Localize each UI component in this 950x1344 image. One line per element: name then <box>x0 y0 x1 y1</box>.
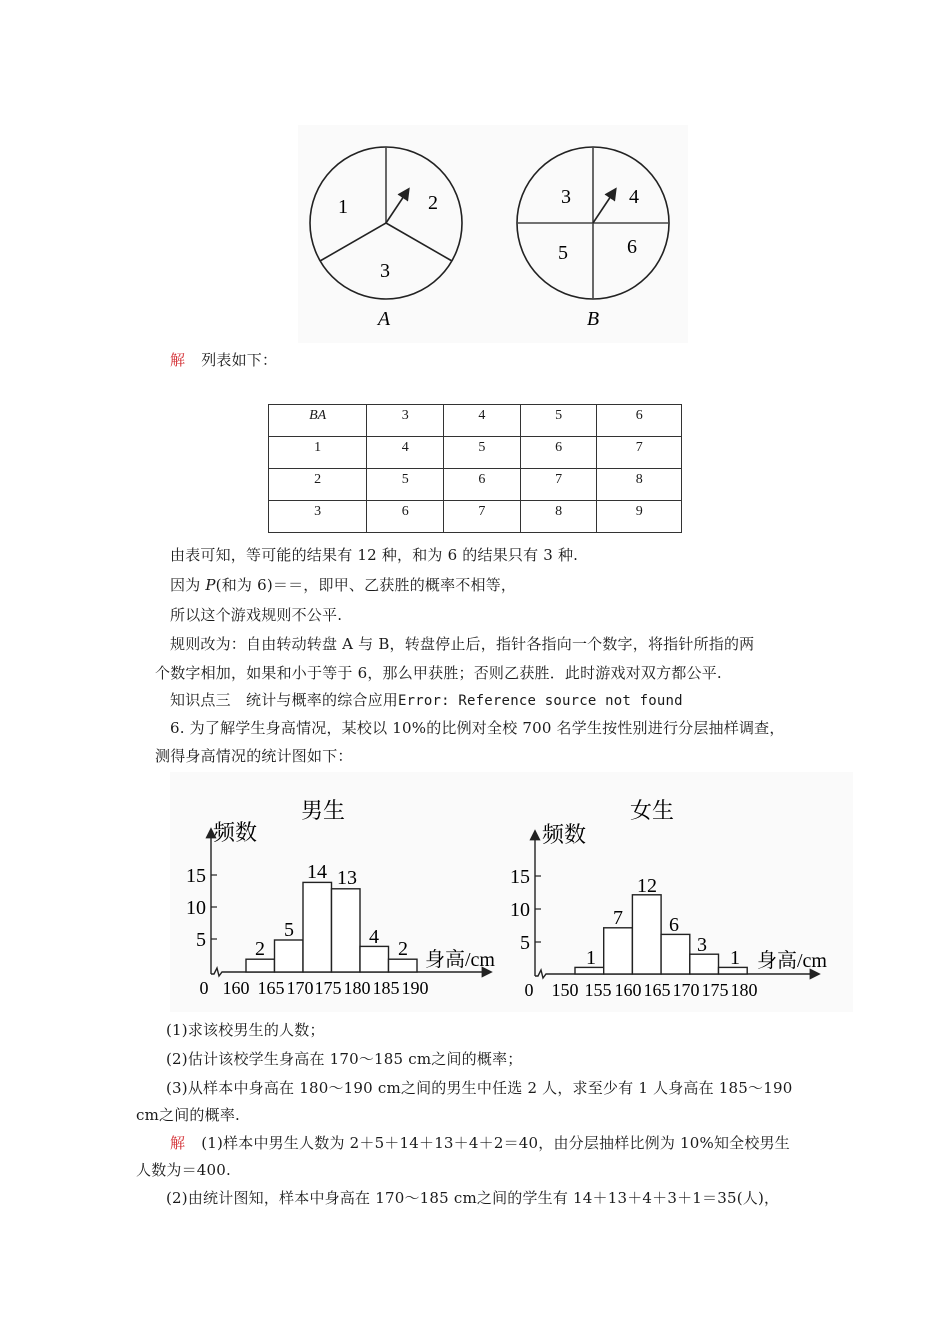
sub-question-1: (1)求该校男生的人数； <box>166 1021 325 1039</box>
y-tick: 5 <box>520 932 530 954</box>
table-cell: 6 <box>367 501 444 533</box>
x-tick: 0 <box>524 980 534 1000</box>
solution-marker: 解 <box>170 351 186 369</box>
x-axis-label: 身高/cm <box>757 950 827 972</box>
table-cell: 9 <box>597 501 682 533</box>
table-row <box>269 501 682 533</box>
spinner-label: B <box>586 308 600 330</box>
x-tick: 165 <box>643 980 671 1000</box>
pointer-arrow-icon <box>386 190 408 223</box>
x-tick: 165 <box>257 978 285 998</box>
text: (和为 6)＝＝，即甲、乙获胜的概率不相等， <box>215 576 517 594</box>
bar-value-label: 5 <box>284 919 294 941</box>
y-tick: 15 <box>186 865 206 887</box>
bar <box>332 889 361 972</box>
x-tick: 160 <box>222 978 250 998</box>
paragraph: 所以这个游戏规则不公平. <box>170 606 343 624</box>
paragraph: 个数字相加，如果和小于等于 6，那么甲获胜；否则乙获胜．此时游戏对双方都公平. <box>155 664 722 682</box>
chart-title: 男生 <box>300 798 346 823</box>
sector-label: 4 <box>629 186 639 208</box>
sub-question-3-continued: cm之间的概率. <box>136 1106 240 1124</box>
pointer-arrow-icon <box>593 190 615 223</box>
section-heading <box>170 690 683 711</box>
boys-histogram <box>170 772 510 1012</box>
sector-label: 1 <box>338 196 348 218</box>
table-cell: 1 <box>269 437 367 469</box>
bar-value-label: 1 <box>730 947 740 969</box>
spinner-figure <box>298 125 688 343</box>
sector-label: 5 <box>558 242 568 264</box>
bar-value-label: 12 <box>637 875 657 897</box>
table-cell: 4 <box>367 437 444 469</box>
solution-intro <box>170 350 277 370</box>
paragraph: 由表可知，等可能的结果有 12 种，和为 6 的结果只有 3 种. <box>170 546 579 564</box>
x-tick: 185 <box>372 978 400 998</box>
y-axis-label: 频数 <box>213 820 258 845</box>
table-header-row <box>269 405 682 437</box>
text: 因为 <box>170 576 206 594</box>
sum-table <box>268 404 682 533</box>
table-cell: 6 <box>444 469 521 501</box>
y-tick: 15 <box>510 866 530 888</box>
y-axis-label: 频数 <box>542 822 587 847</box>
bar-value-label: 2 <box>398 938 408 960</box>
x-tick: 180 <box>730 980 758 1000</box>
table-cell: 6 <box>597 405 682 437</box>
bars <box>246 882 417 972</box>
table-cell: 2 <box>269 469 367 501</box>
table-row <box>269 469 682 501</box>
sector-label: 3 <box>561 186 571 208</box>
spinner-a <box>310 147 462 330</box>
bar <box>246 959 275 972</box>
solution-text: (1)样本中男生人数为 2＋5＋14＋13＋4＋2＝40，由分层抽样比例为 10%知全校男生 <box>201 1134 790 1152</box>
y-tick: 10 <box>186 897 206 919</box>
sector-label: 6 <box>627 236 637 258</box>
sector-label: 2 <box>428 192 438 214</box>
table-cell: 7 <box>520 469 597 501</box>
bar <box>632 895 661 974</box>
sector-label: 3 <box>380 260 390 282</box>
table-row <box>269 437 682 469</box>
bars <box>575 895 747 974</box>
section-title: 知识点三 统计与概率的综合应用 <box>170 691 399 709</box>
x-tick: 180 <box>343 978 371 998</box>
bar-value-label: 1 <box>586 947 596 969</box>
bar-value-label: 4 <box>369 926 379 948</box>
table-cell: 3 <box>269 501 367 533</box>
table-cell: 6 <box>520 437 597 469</box>
question-6-continued: 测得身高情况的统计图如下： <box>155 747 353 765</box>
table-cell: BA <box>269 405 367 437</box>
table-cell: 8 <box>597 469 682 501</box>
solution-part-1 <box>170 1133 790 1153</box>
paragraph: 规则改为：自由转动转盘 A 与 B，转盘停止后，指针各指向一个数字，将指针所指的两 <box>170 635 755 653</box>
paragraph <box>170 575 516 595</box>
reference-error-text: Error: Reference source not found <box>398 693 683 709</box>
table-cell: 4 <box>444 405 521 437</box>
bar <box>690 954 719 974</box>
bar <box>360 946 389 972</box>
table-cell: 5 <box>520 405 597 437</box>
y-tick: 5 <box>196 929 206 951</box>
chart-title: 女生 <box>629 798 675 823</box>
bar <box>661 934 690 974</box>
bar-value-label: 14 <box>307 861 327 883</box>
solution-part-1-continued: 人数为＝400. <box>136 1161 231 1179</box>
bar <box>604 928 633 974</box>
table-cell: 7 <box>444 501 521 533</box>
solution-part-2: (2)由统计图知，样本中身高在 170～185 cm之间的学生有 14＋13＋4＋3＋1＝35(人)， <box>166 1189 780 1207</box>
x-tick: 175 <box>701 980 729 1000</box>
x-tick: 150 <box>551 980 579 1000</box>
x-tick: 175 <box>314 978 342 998</box>
bar-value-label: 13 <box>337 867 357 889</box>
table-cell: 3 <box>367 405 444 437</box>
x-tick: 170 <box>286 978 314 998</box>
table-cell: 7 <box>597 437 682 469</box>
spinner-b <box>517 147 669 330</box>
spinner-label: A <box>377 308 391 330</box>
solution-marker: 解 <box>170 1134 186 1152</box>
x-axis-label: 身高/cm <box>425 949 495 971</box>
bar <box>389 959 418 972</box>
x-tick: 190 <box>401 978 429 998</box>
x-tick: 0 <box>199 978 209 998</box>
sub-question-2: (2)估计该校学生身高在 170～185 cm之间的概率； <box>166 1050 523 1068</box>
bar-value-label: 6 <box>669 914 679 936</box>
solution-intro-text: 列表如下： <box>201 351 278 369</box>
question-6: 6. 为了解学生身高情况，某校以 10%的比例对全校 700 名学生按性别进行分层抽样调查， <box>170 719 785 737</box>
x-tick: 155 <box>584 980 612 1000</box>
bar-value-label: 3 <box>697 934 707 956</box>
y-tick: 10 <box>510 899 530 921</box>
girls-histogram <box>500 772 853 1012</box>
x-tick: 170 <box>672 980 700 1000</box>
table-cell: 8 <box>520 501 597 533</box>
bar <box>303 882 332 972</box>
sub-question-3: (3)从样本中身高在 180～190 cm之间的男生中任选 2 人，求至少有 1 人身高在 185～190 <box>166 1079 793 1097</box>
table-cell: 5 <box>367 469 444 501</box>
bar-value-label: 7 <box>613 907 623 929</box>
bar <box>275 940 304 972</box>
x-tick: 160 <box>614 980 642 1000</box>
probability-symbol: P <box>205 576 216 594</box>
bar-value-label: 2 <box>255 938 265 960</box>
table-cell: 5 <box>444 437 521 469</box>
